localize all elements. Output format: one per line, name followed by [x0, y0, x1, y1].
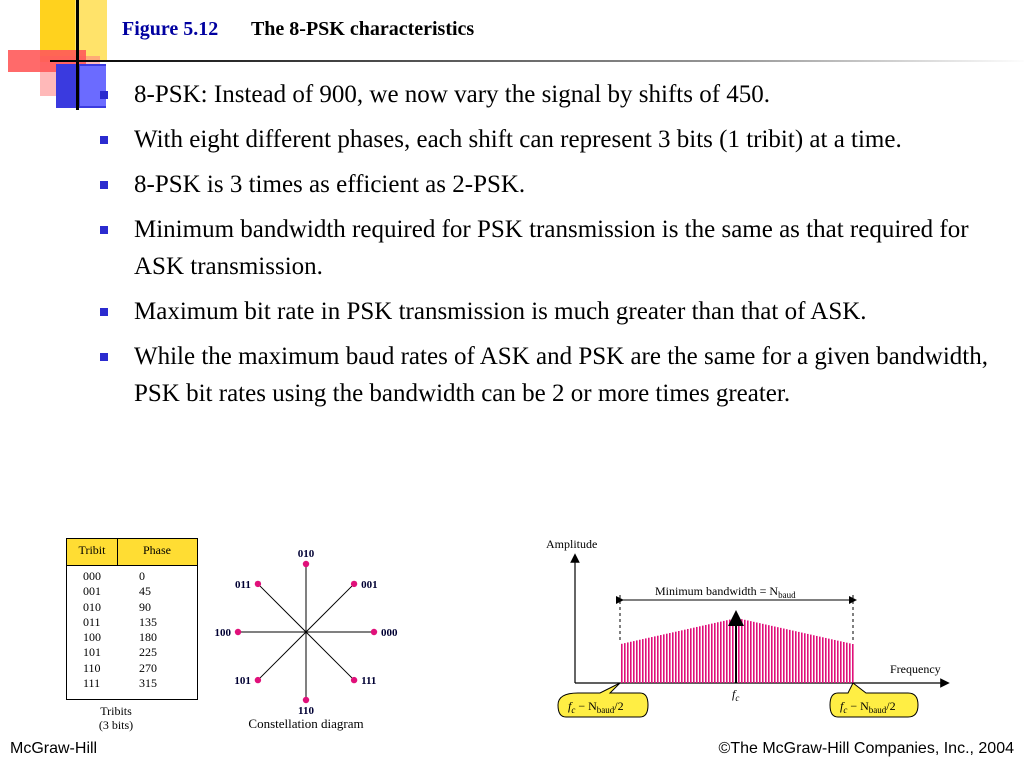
spectrum-bar	[711, 624, 713, 683]
constellation-point	[351, 581, 357, 587]
spectrum-bar	[756, 622, 758, 683]
spectrum-bar	[810, 635, 812, 683]
amplitude-axis-label: Amplitude	[546, 537, 598, 551]
spectrum-bar	[840, 641, 842, 683]
constellation-point	[235, 629, 241, 635]
spectrum-bar	[738, 618, 740, 683]
spectrum-bar	[624, 643, 626, 683]
spectrum-bar	[846, 643, 848, 683]
constellation-point	[351, 677, 357, 683]
constellation-point	[303, 697, 309, 703]
constellation-line	[258, 584, 306, 632]
bullet-item	[96, 211, 996, 285]
spectrum-bar	[804, 633, 806, 683]
spectrum-bar	[747, 620, 749, 683]
table-header	[67, 539, 197, 566]
constellation-point-label: 000	[381, 627, 398, 639]
constellation-point-label: 101	[234, 675, 251, 688]
bullet-text: While the maximum baud rates of ASK and PSK are the same for a given bandwidth, PSK bit rates using the bandwidth can be 2 or more times greater.	[134, 343, 988, 407]
spectrum-bar	[729, 620, 731, 683]
figure-caption: The 8-PSK characteristics	[250, 18, 475, 40]
bullet-square-icon	[100, 91, 108, 99]
spectrum-bar	[708, 624, 710, 683]
phase-cell: 270	[139, 660, 157, 675]
table-header-tribit: Tribit	[78, 543, 106, 557]
constellation-point-label: 110	[298, 705, 314, 717]
bullet-text: Maximum bit rate in PSK transmission is much greater than that of ASK.	[134, 298, 867, 325]
spectrum-bar	[723, 621, 725, 683]
spectrum-bar	[621, 644, 623, 683]
spectrum-bar	[639, 640, 641, 683]
footer-publisher: McGraw-Hill	[10, 740, 98, 757]
spectrum-bar	[831, 639, 833, 683]
constellation-point	[371, 629, 377, 635]
spectrum-bar	[771, 626, 773, 683]
min-bandwidth-label: Minimum bandwidth = $N_{baud}$	[655, 584, 796, 600]
table-row	[67, 645, 197, 660]
phase-cell: 315	[139, 676, 157, 691]
tribit-cell: 010	[83, 599, 101, 614]
spectrum-bar	[636, 640, 638, 683]
spectrum-bar	[684, 630, 686, 683]
spectrum-bar	[690, 628, 692, 683]
spectrum-bar	[726, 620, 728, 683]
phase-cell: 90	[139, 599, 151, 614]
spectrum-bar	[786, 629, 788, 683]
table-row	[67, 661, 197, 676]
tribit-caption-line2: (3 bits)	[98, 718, 134, 732]
spectrum-bar	[834, 640, 836, 683]
spectrum-bar	[720, 622, 722, 683]
spectrum-bar	[693, 628, 695, 683]
constellation-point-label: 010	[297, 548, 315, 560]
table-body	[67, 569, 197, 691]
constellation-line	[306, 584, 354, 632]
spectrum-bar	[669, 633, 671, 683]
spectrum-bar	[819, 637, 821, 683]
spectrum-bar	[807, 634, 809, 683]
phase-cell: 0	[139, 569, 145, 583]
table-row	[67, 600, 197, 615]
spectrum-bar	[816, 636, 818, 683]
constellation-line	[306, 632, 354, 680]
decor-vertical-line	[76, 0, 79, 110]
spectrum-bar	[717, 622, 719, 683]
constellation-diagram	[200, 545, 420, 735]
spectrum-bar	[843, 642, 845, 683]
spectrum-bar	[777, 627, 779, 683]
tribit-caption-line1: Tribits	[100, 704, 132, 718]
table-row	[67, 615, 197, 630]
bullet-text: 8-PSK: Instead of 900, we now vary the signal by shifts of 450.	[134, 81, 771, 108]
spectrum-bar	[663, 634, 665, 683]
bullet-item	[96, 293, 996, 330]
spectrum-bar	[795, 631, 797, 683]
bullet-square-icon	[100, 136, 108, 144]
spectrum-bar	[825, 638, 827, 683]
constellation-point-label: 111	[361, 675, 377, 688]
spectrum-bar	[774, 627, 776, 683]
bullet-square-icon	[100, 181, 108, 189]
spectrum-bar	[852, 644, 854, 683]
table-row	[67, 584, 197, 599]
spectrum-bar	[666, 634, 668, 683]
spectrum-bar	[765, 625, 767, 684]
spectrum-bar	[753, 622, 755, 683]
bullet-square-icon	[100, 353, 108, 361]
spectrum-bar	[762, 624, 764, 683]
spectrum-bar	[732, 619, 734, 683]
slide-title	[122, 18, 474, 41]
spectrum-bar	[630, 642, 632, 683]
bullet-text: 8-PSK is 3 times as efficient as 2-PSK.	[134, 171, 526, 198]
bullet-item	[96, 76, 996, 113]
spectrum-bar	[741, 619, 743, 683]
spectrum-bar	[768, 625, 770, 683]
spectrum-bar	[750, 621, 752, 683]
spectrum-bar	[789, 630, 791, 683]
constellation-point-label: 100	[214, 627, 231, 639]
tribit-cell: 110	[83, 660, 101, 675]
tribit-caption	[66, 704, 166, 732]
constellation-point	[255, 581, 261, 587]
spectrum-bar	[837, 641, 839, 683]
constellation-point-label: 001	[361, 578, 378, 591]
spectrum-bar	[849, 643, 851, 683]
bullet-text: Minimum bandwidth required for PSK transmission is the same as that required for ASK transmission.	[134, 216, 969, 280]
spectrum-bar	[744, 620, 746, 683]
spectrum-bar	[780, 628, 782, 683]
spectrum-bar	[714, 623, 716, 683]
spectrum-bar	[759, 623, 761, 683]
bullet-list	[96, 76, 996, 420]
table-row	[67, 630, 197, 645]
table-row	[67, 569, 197, 584]
constellation-point-label: 011	[235, 578, 251, 591]
tribit-cell: 111	[83, 676, 101, 691]
spectrum-bar	[681, 630, 683, 683]
bullet-item	[96, 338, 996, 412]
bullet-square-icon	[100, 308, 108, 316]
constellation-line	[258, 632, 306, 680]
spectrum-bar	[657, 636, 659, 683]
constellation-point	[255, 677, 261, 683]
spectrum-bar	[678, 631, 680, 683]
right-callout-label: $f_c - N_{baud}/2$	[840, 699, 896, 715]
bandwidth-diagram	[530, 530, 960, 735]
spectrum-bar	[651, 637, 653, 683]
bullet-square-icon	[100, 226, 108, 234]
frequency-axis-label: Frequency	[890, 662, 941, 676]
spectrum-bar	[672, 632, 674, 683]
spectrum-bar	[813, 635, 815, 683]
spectrum-bar	[645, 638, 647, 683]
tribit-phase-table	[66, 538, 198, 700]
spectrum-bars	[621, 618, 854, 683]
spectrum-bar	[675, 632, 677, 683]
tribit-cell: 001	[83, 584, 101, 599]
table-header-phase: Phase	[143, 543, 171, 557]
title-underline	[50, 60, 1024, 62]
tribit-cell: 100	[83, 630, 101, 645]
bullet-item	[96, 121, 996, 158]
figure-number: Figure 5.12	[122, 18, 219, 40]
spectrum-bar	[687, 629, 689, 683]
spectrum-bar	[654, 636, 656, 683]
carrier-frequency-label: $f_c$	[732, 687, 740, 703]
bullet-item	[96, 166, 996, 203]
footer-copyright: ©The McGraw-Hill Companies, Inc., 2004	[718, 740, 1014, 757]
bullet-text: With eight different phases, each shift can represent 3 bits (1 tribit) at a time.	[134, 126, 902, 153]
spectrum-bar	[699, 626, 701, 683]
left-callout-label: $f_c - N_{baud}/2$	[568, 699, 624, 715]
phase-cell: 135	[139, 614, 157, 629]
tribit-cell: 011	[83, 614, 101, 629]
tribit-cell: 101	[83, 645, 101, 660]
phase-cell: 180	[139, 630, 157, 645]
spectrum-bar	[822, 637, 824, 683]
spectrum-bar	[798, 632, 800, 683]
spectrum-bar	[648, 638, 650, 683]
spectrum-bar	[828, 639, 830, 683]
spectrum-bar	[705, 625, 707, 683]
spectrum-bar	[627, 642, 629, 683]
spectrum-bar	[792, 631, 794, 683]
spectrum-bar	[783, 629, 785, 683]
phase-cell: 45	[139, 584, 151, 599]
tribit-cell: 000	[83, 569, 101, 583]
spectrum-bar	[696, 627, 698, 683]
spectrum-bar	[801, 633, 803, 683]
table-row	[67, 676, 197, 691]
phase-cell: 225	[139, 645, 157, 660]
spectrum-bar	[702, 626, 704, 683]
constellation-point	[303, 561, 309, 567]
spectrum-bar	[660, 635, 662, 683]
constellation-caption: Constellation diagram	[248, 716, 364, 731]
spectrum-bar	[633, 641, 635, 683]
spectrum-bar	[642, 639, 644, 683]
